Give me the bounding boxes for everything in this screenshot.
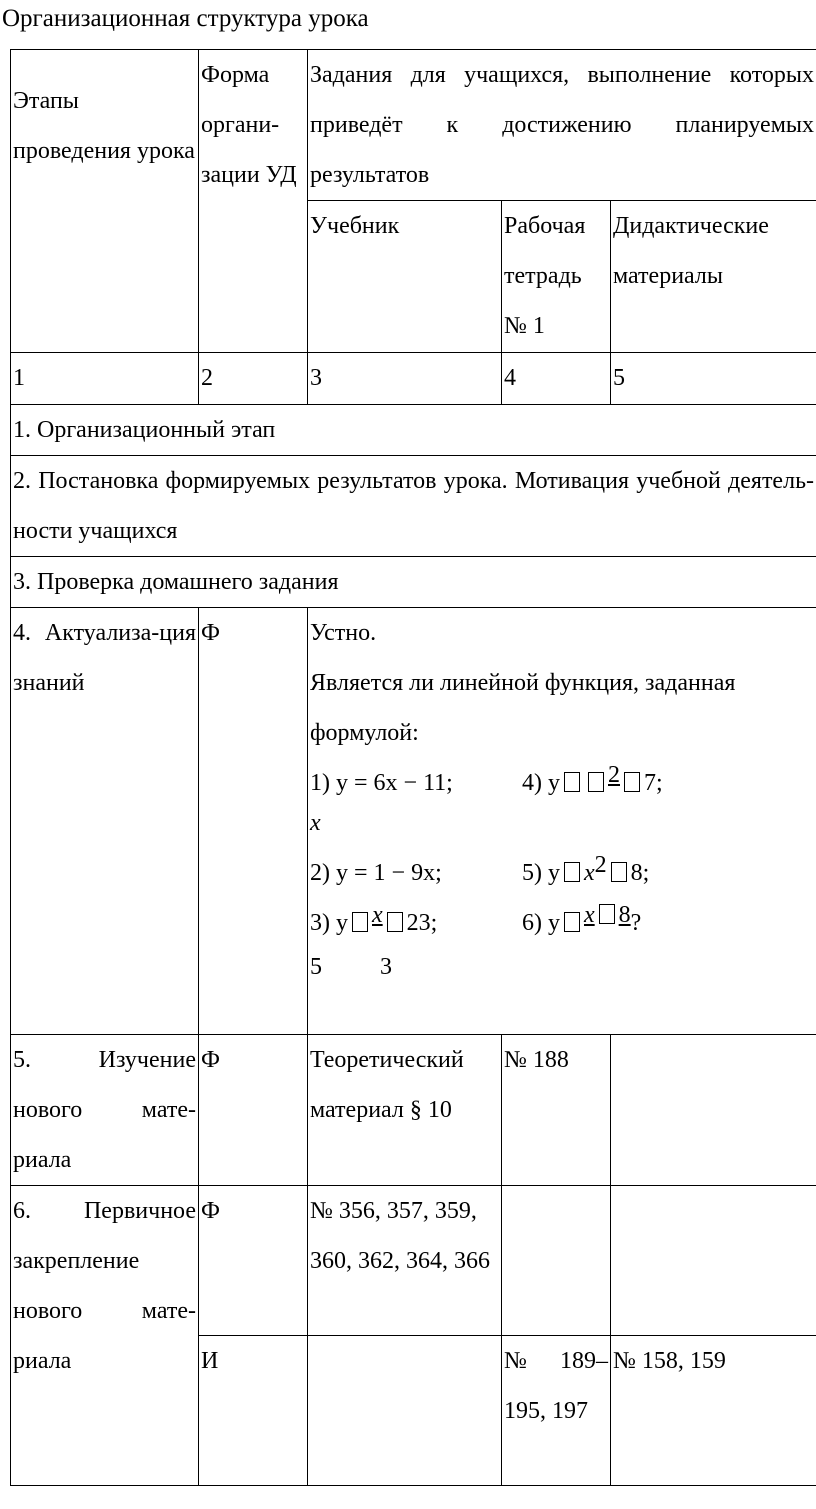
formula-6-numerator: [584, 902, 631, 928]
formula-line-denominator: [310, 798, 814, 848]
stage-row-4-tasks: [308, 608, 816, 1035]
formula-5-x: x: [584, 860, 595, 886]
formula-4-numerator: 2: [608, 762, 620, 788]
column-number: 2: [199, 353, 308, 405]
column-number: 5: [611, 353, 816, 405]
formula-1: 1) y = 6x − 11;: [310, 770, 453, 796]
stage-row-1: 1. Организационный этап: [11, 405, 816, 456]
missing-glyph-icon: [564, 772, 580, 792]
formula-6: [522, 898, 641, 948]
formula-5: [522, 848, 649, 898]
stage-row-4-title: 4. Актуализа-ция знаний: [11, 608, 199, 1035]
header-tasks: Задания для учащихся, выполнение которых приведёт к достижению планируемых результатов: [308, 50, 816, 201]
missing-glyph-icon: [564, 862, 580, 882]
stage-row-5-didactic: [611, 1035, 816, 1186]
formula-3: [310, 898, 437, 948]
formula-line-denominators: [310, 942, 814, 992]
page-title: Организационная структура урока: [2, 5, 369, 32]
column-number: 1: [11, 353, 199, 405]
header-form: Форма органи-зации УД: [199, 50, 308, 353]
stage-row-6-textbook-a: № 356, 357, 359, 360, 362, 364, 366: [308, 1186, 502, 1336]
missing-glyph-icon: [611, 862, 627, 882]
missing-glyph-icon: [588, 772, 604, 792]
formula-2: 2) y = 1 − 9x;: [310, 860, 442, 886]
stage-row-5-textbook: Теоретический материал § 10: [308, 1035, 502, 1186]
formula-3-numerator: x: [372, 902, 383, 928]
stage-row-5-workbook: № 188: [502, 1035, 611, 1186]
stage-row-5-form: Ф: [199, 1035, 308, 1186]
header-workbook: Рабочая тетрадь № 1: [502, 201, 611, 353]
lesson-structure-table: [10, 49, 816, 1486]
oral-label: Устно.: [310, 620, 377, 646]
stage-row-6-didactic-a: [611, 1186, 816, 1336]
stage-row-6-form-b: И: [199, 1336, 308, 1486]
column-number: 4: [502, 353, 611, 405]
stage-row-6-form-a: Ф: [199, 1186, 308, 1336]
missing-glyph-icon: [624, 772, 640, 792]
missing-glyph-icon: [387, 912, 403, 932]
formula-4-tail: 7;: [644, 770, 663, 796]
stage-row-6-workbook-a: [502, 1186, 611, 1336]
header-stages: Этапы проведения урока: [11, 50, 199, 353]
formula-line-2: [310, 848, 814, 898]
formula-6-denominator: 3: [380, 954, 392, 980]
formula-5-tail: 8;: [630, 860, 650, 886]
missing-glyph-icon: [599, 904, 615, 924]
stage-row-4-form: Ф: [199, 608, 308, 1035]
formula-4-denominator: x: [310, 810, 321, 836]
header-textbook: Учебник: [308, 201, 502, 353]
formula-5-label: 5) y: [522, 860, 560, 886]
column-number: 3: [308, 353, 502, 405]
formula-6-tail: ?: [630, 910, 642, 936]
stage-row-6-workbook-b: № 189–195, 197: [502, 1336, 611, 1486]
formula-3-denominator: 5: [310, 954, 322, 980]
formula-line-3: [310, 898, 814, 948]
stage-row-2: 2. Постановка формируемых результатов урока. Мотивация учебной деятель- ности учащихся: [11, 456, 816, 557]
stage-row-6-title: 6. Первичное закрепление нового мате-риала: [11, 1186, 199, 1486]
question-text: Является ли линейной функция, заданная формулой:: [310, 670, 736, 746]
formula-6-numerator-8: 8: [618, 902, 631, 928]
formula-6-label: 6) y: [522, 910, 560, 936]
missing-glyph-icon: [564, 912, 580, 932]
header-didactic: Дидактические материалы: [611, 201, 816, 353]
stage-row-3: 3. Проверка домашнего задания: [11, 557, 816, 608]
formula-3-tail: 23;: [406, 910, 438, 936]
formula-4-label: 4) y: [522, 770, 560, 796]
formula-5-power: 2: [594, 852, 607, 878]
stage-row-6-didactic-b: № 158, 159: [611, 1336, 816, 1486]
formula-6-numerator-x: x: [584, 902, 595, 928]
stage-row-6-textbook-b: [308, 1336, 502, 1486]
formula-3-label: 3) y: [310, 910, 348, 936]
stage-row-5-title: 5. Изучение нового мате-риала: [11, 1035, 199, 1186]
missing-glyph-icon: [352, 912, 368, 932]
